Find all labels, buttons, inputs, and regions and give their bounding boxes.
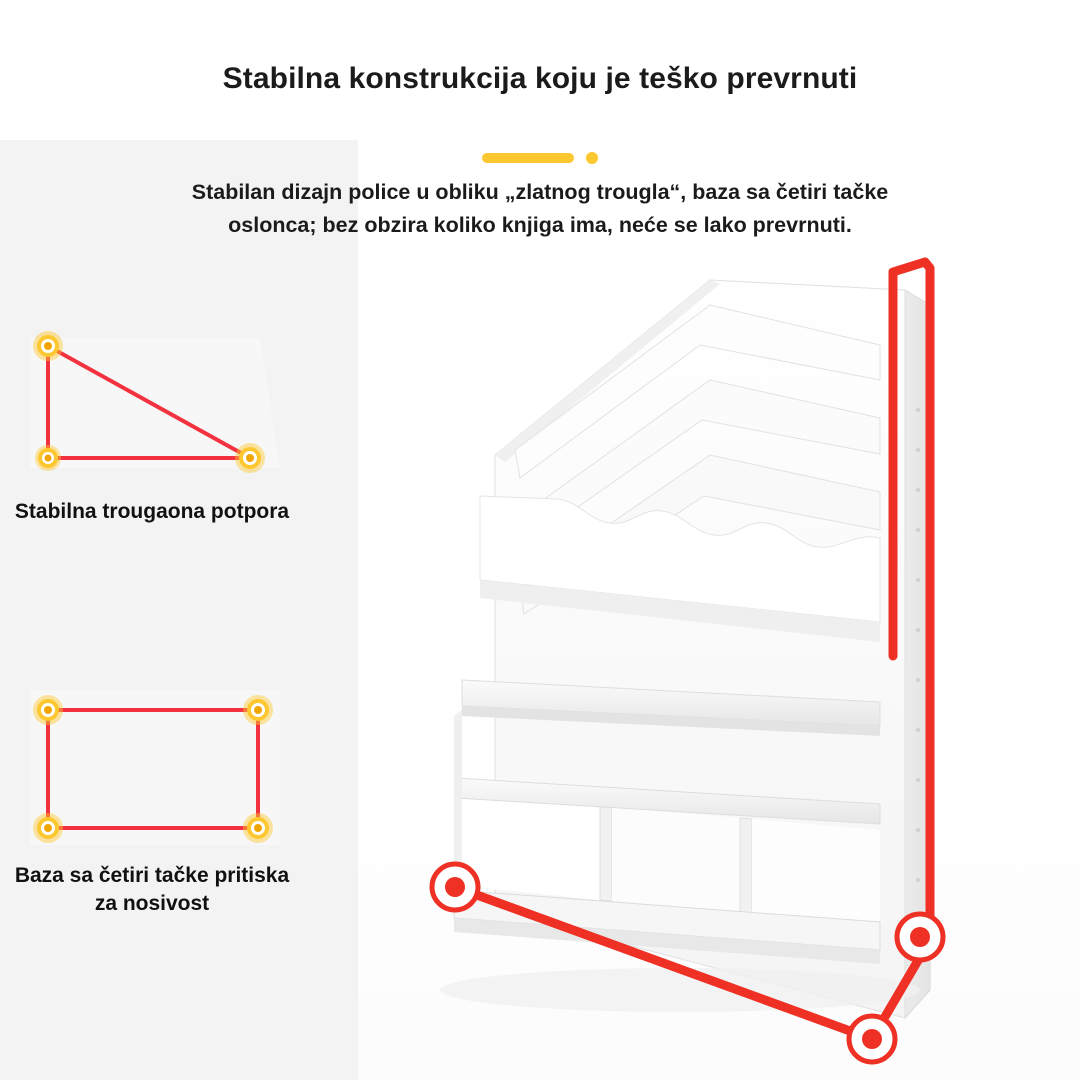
triangle-caption: Stabilna trougaona potpora — [14, 500, 290, 523]
triangle-support-diagram — [20, 318, 290, 488]
page-subtitle: Stabilan dizajn police u obliku „zlatnog trougla“, baza sa četiri tačke oslonca; bez obzira koliko knjiga ima, neće se lako prevrnuti. — [191, 180, 889, 237]
divider — [0, 150, 1080, 166]
left-panel-background — [0, 140, 358, 1080]
product-image — [410, 250, 1010, 1060]
divider-dot — [586, 152, 598, 164]
four-point-base-caption: Baza sa četiri tačke pritiska za nosivost — [14, 864, 290, 916]
divider-bar — [482, 153, 574, 163]
page-title: Stabilna konstrukcija koju je teško prevrnuti — [222, 62, 858, 95]
four-point-base-diagram — [20, 680, 290, 860]
